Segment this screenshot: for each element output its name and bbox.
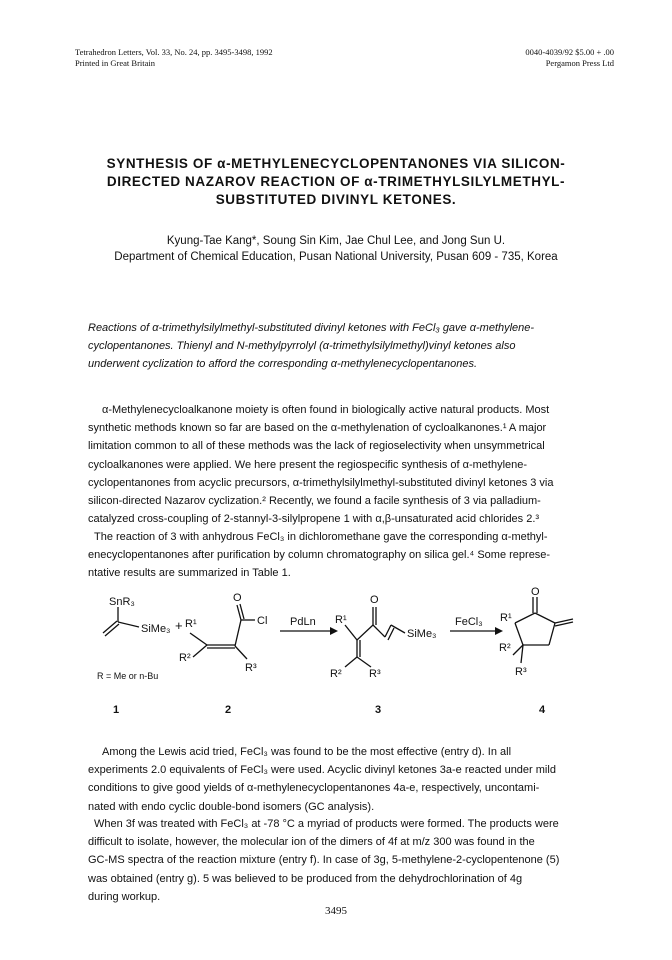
reaction-scheme — [95, 585, 595, 735]
abstract-line: cyclopentanones. Thienyl and N-methylpyrrolyl (α-trimethylsilylmethyl)vinyl ketones also — [88, 340, 516, 353]
journal-line: Tetrahedron Letters, Vol. 33, No. 24, pp. 3495-3498, 1992 — [75, 47, 273, 57]
page-number: 3495 — [325, 905, 347, 917]
paragraph-reaction — [88, 528, 618, 583]
pdln-label: PdLn — [290, 616, 316, 628]
oxygen-label: O — [370, 594, 379, 606]
text-line: silicon-directed Nazarov cyclization.² Recently, we found a facile synthesis of 3 via palladium- — [88, 495, 541, 508]
abstract-line: underwent cyclization to afford the corresponding α-methylenecyclopentanones. — [88, 358, 478, 371]
sime3-label: SiMe₃ — [407, 628, 437, 640]
sime3-label: SiMe₃ — [141, 623, 171, 635]
r-substituent-note: R = Me or n-Bu — [97, 671, 159, 681]
compound-number: 1 — [113, 704, 120, 716]
text-line: cyclopentanones from acyclic precursors, α-trimethylsilylmethyl-substituted divinyl ketones 3 via — [88, 476, 554, 489]
text-line: experiments 2.0 equivalents of FeCl₃ were used. Acyclic divinyl ketones 3a-e reacted under mild — [88, 764, 556, 777]
text-line: difficult to isolate, however, the molecular ion of the dimers of 4f at m/z 300 was found in the — [88, 836, 535, 849]
text-line: was obtained (entry g). 5 was believed to be produced from the dehydrochlorination of 4g — [88, 872, 523, 885]
fecl3-label: FeCl₃ — [455, 616, 483, 628]
journal-citation — [75, 47, 273, 69]
text-line: during workup. — [88, 890, 161, 903]
abstract-line: Reactions of α-trimethylsilylmethyl-substituted divinyl ketones with FeCl₃ gave α-methylene- — [88, 322, 535, 334]
printed-line: Printed in Great Britain — [75, 58, 156, 68]
text-line: When 3f was treated with FeCl₃ at -78 °C a myriad of products were formed. The products were — [94, 818, 559, 830]
text-line: The reaction of 3 with anhydrous FeCl₃ in dichloromethane gave the corresponding α-methyl- — [94, 531, 548, 543]
title-line-2: DIRECTED NAZAROV REACTION OF α-TRIMETHYLSILYLMETHYL- — [106, 174, 566, 189]
oxygen-label: O — [531, 586, 540, 598]
plus-sign: + — [175, 618, 183, 633]
text-line: limitation common to all of these methods was the lack of regioselectivity when unsymmetrical — [88, 440, 545, 453]
paragraph-intro — [88, 401, 618, 528]
scheme-bonds — [103, 597, 573, 667]
text-line: ntative results are summarized in Table 1. — [88, 567, 291, 580]
r2-label: R² — [330, 668, 342, 680]
r1-label: R¹ — [185, 618, 197, 630]
title-line-3: SUBSTITUTED DIVINYL KETONES. — [215, 192, 457, 207]
oxygen-label: O — [233, 592, 242, 604]
text-line: nated with endo cyclic double-bond isomers (GC analysis). — [88, 800, 375, 813]
r3-label: R³ — [245, 662, 257, 674]
paragraph-3f — [88, 815, 618, 906]
r1-label: R¹ — [500, 612, 512, 624]
compound-number: 3 — [375, 704, 382, 716]
chloride-label: Cl — [257, 615, 268, 627]
text-line: synthetic methods known so far are based on the α-methylenation of cycloalkanones.¹ A major — [88, 422, 547, 435]
title-line-1: SYNTHESIS OF α-METHYLENECYCLOPENTANONES VIA SILICON- — [106, 156, 566, 171]
r2-label: R² — [499, 642, 511, 654]
paragraph-lewis-acid — [88, 743, 618, 816]
journal-code — [525, 47, 614, 69]
snr3-label: SnR₃ — [109, 596, 135, 608]
price-code: 0040-4039/92 $5.00 + .00 — [525, 47, 614, 57]
abstract — [88, 319, 618, 374]
text-line: conditions to give good yields of α-methylenecyclopentanones 4a-e, respectively, uncontami- — [88, 782, 540, 795]
text-line: GC-MS spectra of the reaction mixture (entry f). In case of 3g, 5-methylene-2-cyclopentenone (5) — [88, 854, 560, 867]
text-line: catalyzed cross-coupling of 2-stannyl-3-silylpropene 1 with α,β-unsaturated acid chlorides 2.³ — [88, 513, 540, 526]
r3-label: R³ — [369, 668, 381, 680]
text-line: cycloalkanones were applied. We here present the regiospecific synthesis of α-methylene- — [88, 458, 528, 471]
text-line: enecyclopentanones after purification by column chromatography on silica gel.⁴ Some represe- — [88, 549, 551, 562]
paper-title — [60, 155, 612, 209]
text-line: α-Methylenecycloalkanone moiety is often found in biologically active natural products. Most — [102, 404, 550, 416]
compound-number: 2 — [225, 704, 232, 716]
r1-label: R¹ — [335, 614, 347, 626]
text-line: Among the Lewis acid tried, FeCl₃ was found to be the most effective (entry d). In all — [102, 746, 512, 758]
r3-label: R³ — [515, 666, 527, 678]
publisher: Pergamon Press Ltd — [545, 58, 614, 68]
author-block — [60, 233, 612, 265]
r2-label: R² — [179, 652, 191, 664]
author-names: Kyung-Tae Kang*, Soung Sin Kim, Jae Chul Lee, and Jong Sun U. — [166, 235, 506, 247]
affiliation: Department of Chemical Education, Pusan National University, Pusan 609 - 735, Korea — [114, 251, 558, 263]
compound-number: 4 — [539, 704, 546, 716]
